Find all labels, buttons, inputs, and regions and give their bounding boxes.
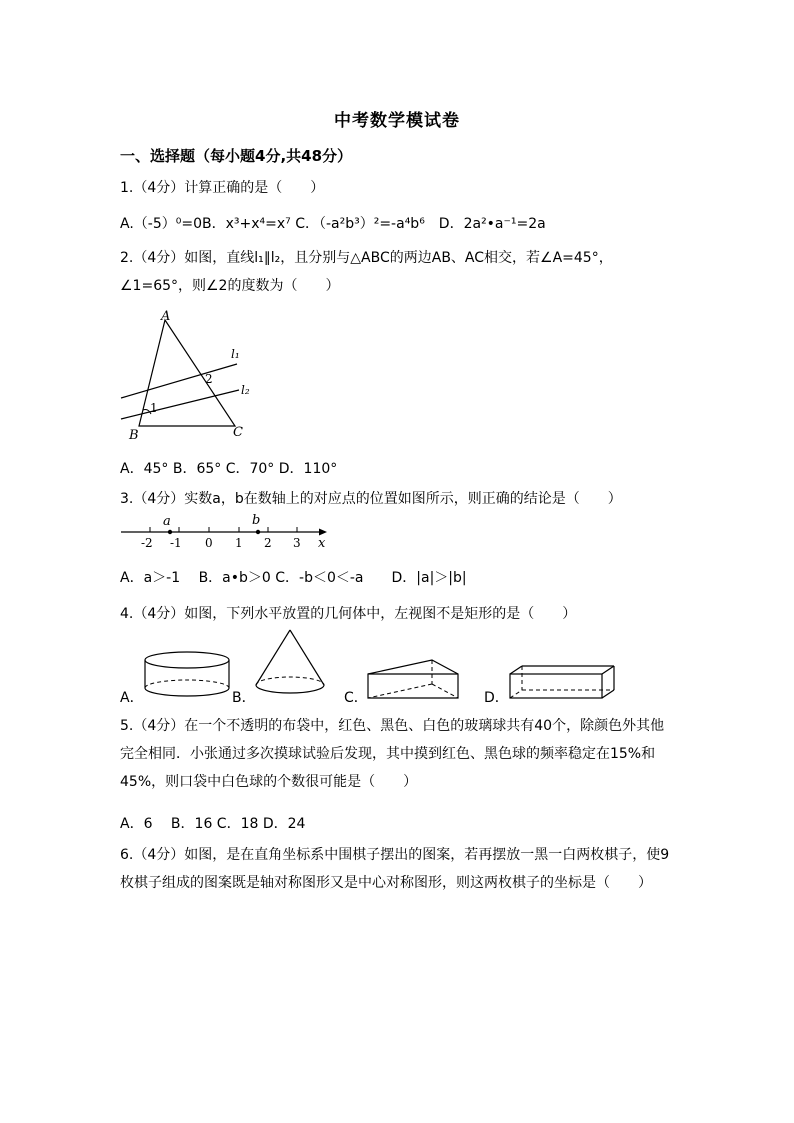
option-a-label: A． (120, 690, 144, 706)
axis-x-label: x (318, 536, 326, 550)
vertex-c-label: C (233, 425, 243, 440)
question-5-stem: 5.（4分）在一个不透明的布袋中，红色、黑色、白色的玻璃球共有40个，除颜色外其他完全相同．小张通过多次摸球试验后发现，其中摸到红色、黑色球的频率稳定在15%和45%，则口袋中白色球的个数很可能是（ ） (120, 718, 665, 790)
prism-hidden-left (368, 684, 432, 698)
cuboid-edge (602, 690, 614, 698)
option-d-label: D． (484, 690, 509, 706)
question-1-stem: 1.（4分）计算正确的是（ ） (120, 180, 325, 196)
option-b-label: B． (232, 690, 256, 706)
cylinder-top (145, 652, 229, 668)
prism-hidden-right (432, 684, 458, 698)
cylinder-bottom-front (145, 688, 229, 696)
number-line-arrow (319, 529, 327, 536)
section-heading: 一、选择题（每小题4分,共48分） (120, 147, 353, 165)
triangle-figure (115, 308, 265, 446)
point-b (256, 530, 260, 534)
number-line (115, 508, 340, 550)
question-6-stem: 6.（4分）如图，是在直角坐标系中围棋子摆出的图案，若再摆放一黑一白两枚棋子，使9枚棋子组成的图案既是轴对称图形又是中心对称图形，则这两枚棋子的坐标是（ ） (120, 847, 670, 891)
question-5-options: A．6 B．16 C．18 D．24 (120, 816, 306, 832)
prism-figure (364, 656, 464, 702)
tick-label: 3 (293, 536, 301, 550)
point-a-label: a (163, 514, 171, 529)
vertex-b-label: B (129, 428, 139, 443)
question-2-stem: 2.（4分）如图，直线l₁∥l₂，且分别与△ABC的两边AB、AC相交，若∠A=45°，∠1=65°，则∠2的度数为（ ） (120, 250, 613, 294)
question-4-stem: 4.（4分）如图，下列水平放置的几何体中，左视图不是矩形的是（ ） (120, 606, 577, 622)
point-b-label: b (252, 513, 261, 528)
point-a (168, 530, 172, 534)
cuboid-front-face (510, 674, 602, 698)
cuboid-figure (506, 662, 618, 700)
cylinder-bottom-back (145, 680, 229, 688)
cone-right-edge (290, 630, 324, 685)
prism-outline (368, 660, 458, 698)
tick-label: 0 (205, 536, 213, 550)
line-l2-label: l₂ (241, 383, 250, 397)
page-title: 中考数学模试卷 (334, 111, 460, 131)
cuboid-edge (602, 666, 614, 674)
vertex-a-label: A (161, 309, 171, 324)
question-2-options: A．45° B．65° C．70° D．110° (120, 461, 338, 477)
line-l1 (121, 364, 237, 398)
question-1-options: A.（-5）⁰=0B．x³+x⁴=x⁷ C．（-a²b³）²=-a⁴b⁶ D．2a²•a⁻¹=2a (120, 216, 546, 232)
cone-base-front (256, 685, 324, 693)
cylinder-figure (142, 650, 238, 700)
cuboid-edge (510, 666, 522, 674)
tick-label: 1 (235, 536, 243, 550)
question-3-options: A．a＞-1 B．a•b＞0 C．-b＜0＜-a D．|a|＞|b| (120, 570, 467, 586)
angle-2-label: 2 (205, 372, 213, 386)
angle-1-label: 1 (150, 401, 158, 415)
line-l1-label: l₁ (231, 347, 240, 361)
question-3-stem: 3.（4分）实数a，b在数轴上的对应点的位置如图所示，则正确的结论是（ ） (120, 491, 622, 507)
cuboid-hidden-edge (510, 690, 522, 698)
cone-base-back (256, 677, 324, 685)
tick-label: 2 (264, 536, 272, 550)
option-c-label: C． (344, 690, 368, 706)
tick-label: -1 (170, 536, 182, 550)
tick-label: -2 (141, 536, 153, 550)
cone-figure (252, 626, 330, 700)
